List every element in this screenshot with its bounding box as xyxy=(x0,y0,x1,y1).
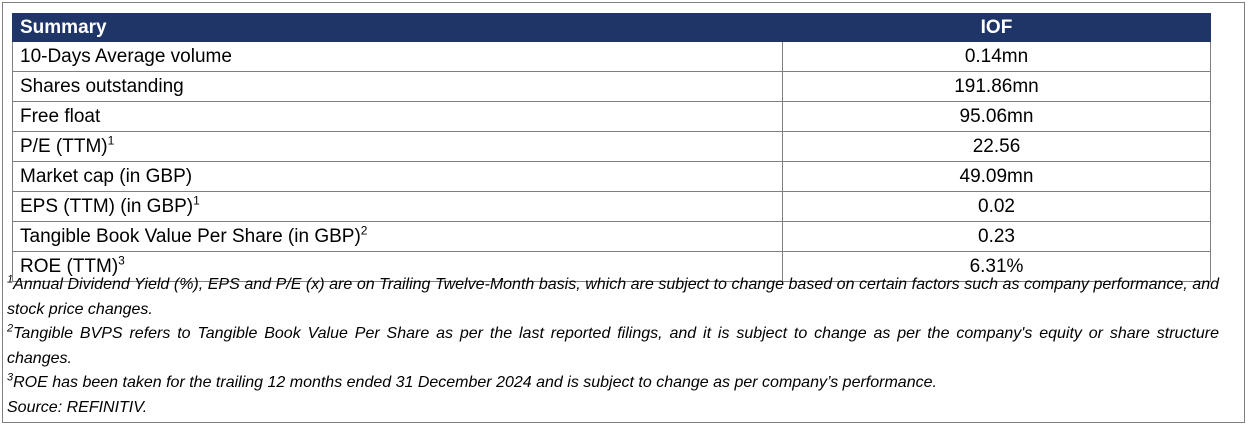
footnote-ref: 3 xyxy=(118,253,125,268)
row-value: 0.14mn xyxy=(783,42,1211,72)
footnote-2: $^2$Tangible BVPS refers to Tangible Book Value Per Share as per the last reported filings, and it is subject to change as per the company's equity or share structure changes. xyxy=(7,322,1219,367)
footnote-1: $^1$Annual Dividend Yield (%), EPS and P/E (x) are on Trailing Twelve-Month basis, which are subject to change based on certain factors such as company performance, and stock price changes. xyxy=(7,273,1219,318)
footnote-ref: 1 xyxy=(107,133,115,148)
table-header-row xyxy=(13,14,1211,42)
source-note: Source: REFINITIV. xyxy=(7,398,148,416)
table-row xyxy=(13,162,1211,192)
table-row xyxy=(13,192,1211,222)
row-value: 0.23 xyxy=(783,222,1211,252)
row-value: 6.31% xyxy=(783,252,1211,282)
table-row xyxy=(13,102,1211,132)
summary-panel xyxy=(2,2,1245,423)
table-row xyxy=(13,72,1211,102)
row-value: 0.02 xyxy=(783,192,1211,222)
row-value: 49.09mn xyxy=(783,162,1211,192)
table-row xyxy=(13,132,1211,162)
header-summary: Summary xyxy=(13,14,783,42)
header-ticker: IOF xyxy=(783,14,1211,42)
footnote-ref: 1 xyxy=(193,193,200,208)
row-label: Market cap (in GBP) xyxy=(13,162,783,192)
footnote-ref: 2 xyxy=(360,223,368,238)
row-label: Shares outstanding xyxy=(13,72,783,102)
footnote-3: $^3$ROE has been taken for the trailing 12 months ended 31 December 2024 and is subject to change as per company’s performance. xyxy=(7,371,937,391)
row-value: 22.56 xyxy=(783,132,1211,162)
row-label: 10-Days Average volume xyxy=(13,42,783,72)
row-label: Tangible Book Value Per Share (in GBP)$^2$ xyxy=(13,222,783,252)
footnotes xyxy=(7,273,1219,420)
row-label: EPS (TTM) (in GBP)$^1$ xyxy=(13,192,783,222)
row-value: 95.06mn xyxy=(783,102,1211,132)
row-value: 191.86mn xyxy=(783,72,1211,102)
table-row xyxy=(13,222,1211,252)
summary-table xyxy=(12,13,1211,282)
row-label: Free float xyxy=(13,102,783,132)
table-row xyxy=(13,42,1211,72)
row-label: ROE (TTM)$^3$ xyxy=(13,252,783,282)
row-label: P/E (TTM)$^1$ xyxy=(13,132,783,162)
